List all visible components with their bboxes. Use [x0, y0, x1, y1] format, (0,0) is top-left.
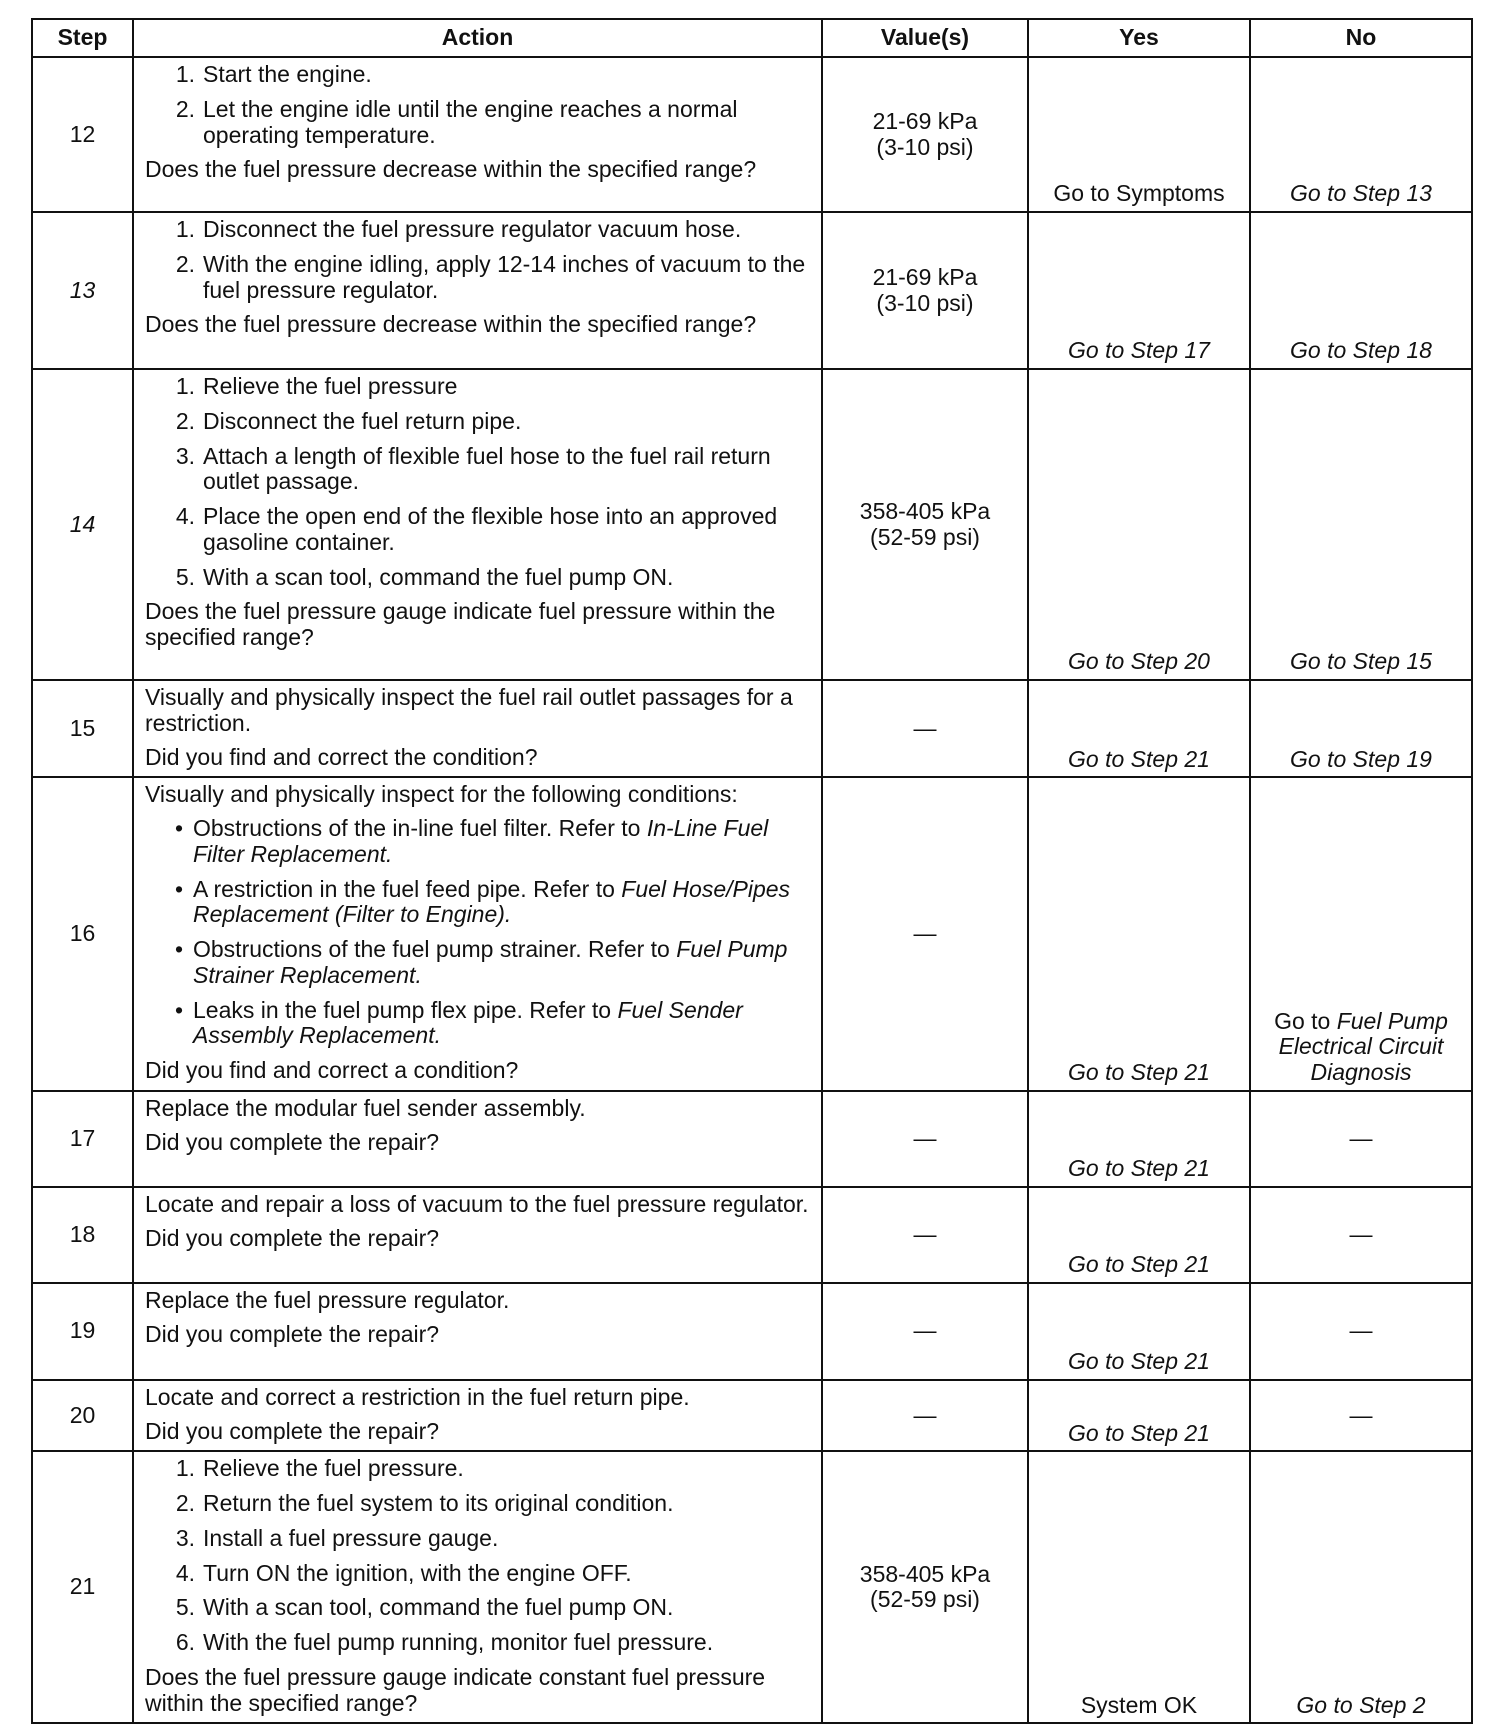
item-number: 1.	[175, 1455, 195, 1482]
item-text: Relieve the fuel pressure	[203, 373, 458, 399]
bullet-item	[145, 937, 813, 989]
step-number: 17	[32, 1091, 133, 1187]
step-number: 15	[32, 680, 133, 777]
no-cell: —	[1250, 1187, 1472, 1283]
item-number: 1.	[175, 216, 195, 242]
question-text: Did you complete the repair?	[145, 1128, 440, 1155]
value-kpa: 21-69 kPa	[872, 107, 978, 134]
bullet-text: Obstructions of the in-line fuel filter. Refer to	[193, 815, 647, 841]
value-cell	[822, 1451, 1028, 1723]
item-text: Turn ON the ignition, with the engine OFF.	[203, 1559, 632, 1586]
item-text: Attach a length of flexible fuel hose to the fuel rail return outlet passage.	[203, 442, 771, 495]
bullet-reference: In-Line Fuel Filter Replacement.	[193, 815, 769, 867]
action-cell	[133, 369, 822, 680]
question-text: Does the fuel pressure decrease within the specified range?	[145, 311, 757, 338]
item-number: 2.	[175, 250, 195, 277]
list-item	[145, 374, 813, 400]
list-item	[145, 1456, 813, 1482]
action-cell	[133, 57, 822, 212]
item-number: 5.	[175, 1594, 195, 1621]
step-number: 21	[32, 1451, 133, 1723]
step-number: 20	[32, 1380, 133, 1452]
bullet-item	[145, 877, 813, 929]
step-number: 16	[32, 777, 133, 1091]
yes-cell: Go to Step 21	[1028, 680, 1250, 777]
item-text: Place the open end of the flexible hose into an approved gasoline container.	[203, 503, 778, 555]
question-text: Does the fuel pressure decrease within the specified range?	[145, 156, 757, 183]
question-text: Did you find and correct the condition?	[145, 743, 538, 770]
step-number: 12	[32, 57, 133, 212]
action-cell	[133, 1283, 822, 1380]
intro-text: Replace the fuel pressure regulator.	[145, 1286, 510, 1313]
header-row	[32, 19, 1472, 57]
intro-text: Visually and physically inspect the fuel rail outlet passages for a restriction.	[145, 684, 793, 736]
step-number: 14	[32, 369, 133, 680]
value-cell: —	[822, 680, 1028, 777]
step-number: 13	[32, 212, 133, 369]
bullet-icon: •	[174, 936, 183, 962]
table-row	[32, 1187, 1472, 1283]
value-cell	[822, 212, 1028, 369]
no-reference: Fuel Pump Electrical Circuit Diagnosis	[1278, 1007, 1448, 1085]
no-cell: —	[1250, 1091, 1472, 1187]
item-text: Install a fuel pressure gauge.	[203, 1524, 499, 1551]
action-cell	[133, 1451, 822, 1723]
list-item	[145, 1526, 813, 1552]
bullet-item	[145, 998, 813, 1050]
yes-cell: Go to Symptoms	[1028, 57, 1250, 212]
bullet-reference: Fuel Pump Strainer Replacement.	[193, 936, 788, 988]
table-row	[32, 777, 1472, 1091]
step-number: 19	[32, 1283, 133, 1380]
no-cell: Go to Step 18	[1250, 212, 1472, 369]
list-item	[145, 565, 813, 591]
action-cell	[133, 1091, 822, 1187]
bullet-icon: •	[174, 815, 183, 841]
item-number: 4.	[175, 1559, 195, 1586]
no-cell: Go to Step 15	[1250, 369, 1472, 680]
step-number: 18	[32, 1187, 133, 1283]
yes-cell: System OK	[1028, 1451, 1250, 1723]
list-item	[145, 444, 813, 496]
item-number: 2.	[175, 1490, 195, 1516]
list-item	[145, 1630, 813, 1656]
intro-text: Locate and correct a restriction in the fuel return pipe.	[145, 1383, 690, 1410]
question-text: Did you complete the repair?	[145, 1320, 440, 1347]
list-item	[145, 409, 813, 435]
value-cell: —	[822, 1380, 1028, 1452]
question-text: Does the fuel pressure gauge indicate constant fuel pressure within the specified range?	[145, 1663, 766, 1716]
item-text: With the fuel pump running, monitor fuel pressure.	[203, 1629, 714, 1655]
value-psi: (52-59 psi)	[870, 523, 980, 550]
value-psi: (52-59 psi)	[870, 1586, 980, 1613]
item-number: 1.	[175, 61, 195, 87]
action-cell	[133, 777, 822, 1091]
value-kpa: 358-405 kPa	[859, 497, 991, 524]
item-number: 5.	[175, 563, 195, 590]
item-text: Let the engine idle until the engine reaches a normal operating temperature.	[203, 95, 738, 148]
list-item	[145, 1595, 813, 1621]
item-number: 3.	[175, 1524, 195, 1551]
no-cell: —	[1250, 1283, 1472, 1380]
list-item	[145, 97, 813, 149]
list-item	[145, 62, 813, 88]
item-text: With a scan tool, command the fuel pump ON.	[203, 563, 674, 590]
item-text: With a scan tool, command the fuel pump ON.	[203, 1594, 674, 1621]
header-step: Step	[32, 19, 133, 57]
yes-cell: Go to Step 17	[1028, 212, 1250, 369]
item-text: With the engine idling, apply 12-14 inches of vacuum to the fuel pressure regulator.	[203, 250, 806, 303]
value-cell: —	[822, 1091, 1028, 1187]
question-text: Did you complete the repair?	[145, 1224, 440, 1251]
list-item	[145, 504, 813, 556]
table-row	[32, 57, 1472, 212]
question-text: Does the fuel pressure gauge indicate fuel pressure within the specified range?	[145, 598, 776, 650]
item-text: Return the fuel system to its original condition.	[203, 1490, 674, 1516]
bullet-icon: •	[174, 875, 183, 902]
bullet-icon: •	[174, 996, 183, 1023]
yes-cell: Go to Step 21	[1028, 777, 1250, 1091]
no-cell: Go to Step 13	[1250, 57, 1472, 212]
yes-cell: Go to Step 20	[1028, 369, 1250, 680]
bullet-text: Leaks in the fuel pump flex pipe. Refer to	[193, 996, 618, 1023]
table-row	[32, 369, 1472, 680]
yes-cell: Go to Step 21	[1028, 1283, 1250, 1380]
intro-text: Replace the modular fuel sender assembly.	[145, 1094, 586, 1121]
bullet-text: A restriction in the fuel feed pipe. Refer to	[193, 875, 622, 902]
list-item	[145, 1491, 813, 1517]
header-no: No	[1250, 19, 1472, 57]
table-row	[32, 680, 1472, 777]
item-text: Start the engine.	[203, 61, 372, 87]
intro-text: Visually and physically inspect for the following conditions:	[145, 781, 738, 808]
table-row	[32, 1451, 1472, 1723]
item-number: 2.	[175, 95, 195, 122]
item-number: 4.	[175, 503, 195, 529]
value-psi: (3-10 psi)	[876, 133, 974, 160]
list-item	[145, 217, 813, 243]
bullet-item	[145, 816, 813, 868]
value-psi: (3-10 psi)	[876, 289, 974, 316]
no-cell: Go to Step 19	[1250, 680, 1472, 777]
diagnostic-table	[31, 18, 1473, 1724]
intro-text: Locate and repair a loss of vacuum to the fuel pressure regulator.	[145, 1190, 809, 1217]
no-cell: Go to Step 2	[1250, 1451, 1472, 1723]
question-text: Did you find and correct a condition?	[145, 1057, 519, 1083]
table-row	[32, 1380, 1472, 1452]
list-item	[145, 1561, 813, 1587]
action-cell	[133, 212, 822, 369]
item-number: 6.	[175, 1629, 195, 1655]
bullet-reference: Fuel Sender Assembly Replacement.	[193, 996, 743, 1049]
item-text: Disconnect the fuel pressure regulator vacuum hose.	[203, 216, 742, 242]
action-cell	[133, 680, 822, 777]
bullet-reference: Fuel Hose/Pipes Replacement (Filter to Engine).	[193, 875, 791, 928]
table-row	[32, 1091, 1472, 1187]
value-kpa: 21-69 kPa	[872, 263, 978, 290]
value-cell: —	[822, 1283, 1028, 1380]
no-prefix: Go to	[1274, 1007, 1337, 1034]
header-action: Action	[133, 19, 822, 57]
question-text: Did you complete the repair?	[145, 1417, 440, 1444]
yes-cell: Go to Step 21	[1028, 1091, 1250, 1187]
value-cell	[822, 57, 1028, 212]
yes-cell: Go to Step 21	[1028, 1380, 1250, 1452]
item-number: 3.	[175, 442, 195, 469]
item-number: 2.	[175, 407, 195, 434]
item-number: 1.	[175, 373, 195, 399]
header-values: Value(s)	[822, 19, 1028, 57]
list-item	[145, 252, 813, 304]
header-yes: Yes	[1028, 19, 1250, 57]
action-cell	[133, 1380, 822, 1452]
value-cell: —	[822, 1187, 1028, 1283]
value-kpa: 358-405 kPa	[859, 1560, 991, 1587]
table-row	[32, 212, 1472, 369]
value-cell	[822, 369, 1028, 680]
value-cell: —	[822, 777, 1028, 1091]
bullet-text: Obstructions of the fuel pump strainer. Refer to	[193, 936, 677, 962]
yes-cell: Go to Step 21	[1028, 1187, 1250, 1283]
no-cell: —	[1250, 1380, 1472, 1452]
no-cell	[1250, 777, 1472, 1091]
table-row	[32, 1283, 1472, 1380]
item-text: Relieve the fuel pressure.	[203, 1455, 464, 1482]
action-cell	[133, 1187, 822, 1283]
item-text: Disconnect the fuel return pipe.	[203, 407, 522, 434]
